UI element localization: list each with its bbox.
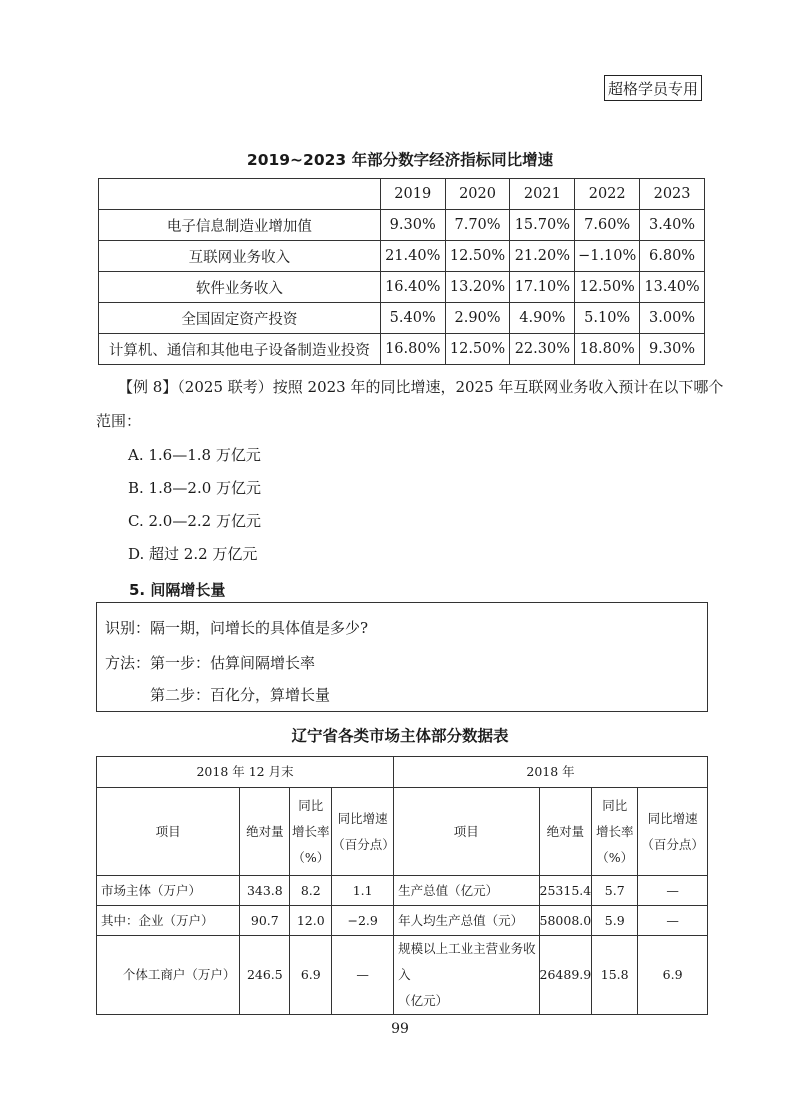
row-label: 计算机、通信和其他电子设备制造业投资 [99, 334, 381, 365]
cell-value: 58008.0 [539, 906, 592, 936]
table1-title: 2019~2023 年部分数字经济指标同比增速 [246, 151, 554, 169]
cell-value: 16.80% [380, 334, 445, 365]
col-growth-speed-line1: 同比增速 [647, 810, 698, 826]
row-item-line1: 规模以上工业主营业务收入 [398, 941, 536, 982]
cell-value: 17.10% [510, 272, 575, 303]
cell-value: 7.70% [445, 210, 510, 241]
col-growth-rate-line2: 增长率 [292, 823, 330, 839]
row-item: 生产总值（亿元） [394, 876, 539, 906]
row-item: 个体工商户（万户） [97, 936, 240, 1015]
group-header-row [97, 757, 708, 788]
table-row [99, 334, 705, 365]
year-header: 2019 [380, 179, 445, 210]
cell-value: 6.80% [640, 241, 705, 272]
option-c: C. 2.0—2.2 万亿元 [128, 512, 261, 530]
col-growth-speed-line2: （百分点） [332, 836, 395, 852]
liaoning-market-table [96, 756, 708, 1015]
cell-value: 90.7 [240, 906, 290, 936]
col-absolute: 绝对量 [240, 788, 290, 876]
col-growth-rate [592, 788, 638, 876]
col-item: 项目 [394, 788, 539, 876]
cell-value: 12.50% [445, 334, 510, 365]
section-heading: 5. 间隔增长量 [129, 581, 226, 599]
table-row [97, 906, 708, 936]
cell-value: 2.90% [445, 303, 510, 334]
method-box [96, 602, 708, 712]
row-item [394, 936, 539, 1015]
cell-value: 8.2 [290, 876, 332, 906]
row-label: 全国固定资产投资 [99, 303, 381, 334]
cell-value: 21.20% [510, 241, 575, 272]
cell-value: 5.7 [592, 876, 638, 906]
col-growth-speed-line1: 同比增速 [337, 810, 388, 826]
column-header-row [97, 788, 708, 876]
student-only-stamp: 超格学员专用 [604, 75, 702, 101]
cell-value: — [332, 936, 394, 1015]
table-header-row [99, 179, 705, 210]
digital-economy-table [98, 178, 705, 365]
cell-value: 12.0 [290, 906, 332, 936]
cell-value: 4.90% [510, 303, 575, 334]
header-empty-cell [99, 179, 381, 210]
row-label: 电子信息制造业增加值 [99, 210, 381, 241]
cell-value: — [638, 876, 708, 906]
row-label: 互联网业务收入 [99, 241, 381, 272]
group-header-left: 2018 年 12 月末 [97, 757, 394, 788]
year-header: 2023 [640, 179, 705, 210]
option-a: A. 1.6—1.8 万亿元 [128, 446, 261, 464]
col-growth-speed-line2: （百分点） [641, 836, 704, 852]
cell-value: 22.30% [510, 334, 575, 365]
cell-value: 13.20% [445, 272, 510, 303]
cell-value: 18.80% [575, 334, 640, 365]
cell-value: — [638, 906, 708, 936]
col-growth-rate-line1: 同比 [602, 797, 628, 813]
col-growth-rate-line1: 同比 [298, 797, 324, 813]
row-item: 年人均生产总值（元） [394, 906, 539, 936]
cell-value: 15.70% [510, 210, 575, 241]
cell-value: 6.9 [290, 936, 332, 1015]
col-growth-speed [638, 788, 708, 876]
option-d: D. 超过 2.2 万亿元 [128, 545, 258, 563]
table-row [99, 241, 705, 272]
cell-value: −1.10% [575, 241, 640, 272]
col-growth-rate-line3: （%） [596, 849, 634, 865]
col-growth-rate-line2: 增长率 [595, 823, 634, 839]
cell-value: 15.8 [592, 936, 638, 1015]
cell-value: 9.30% [640, 334, 705, 365]
cell-value: 6.9 [638, 936, 708, 1015]
col-growth-rate-line3: （%） [292, 849, 330, 865]
year-header: 2020 [445, 179, 510, 210]
cell-value: 12.50% [445, 241, 510, 272]
method-step-1: 方法：第一步：估算间隔增长率 [105, 654, 316, 672]
cell-value: 16.40% [380, 272, 445, 303]
col-growth-speed [332, 788, 394, 876]
col-item: 项目 [97, 788, 240, 876]
table-row [99, 303, 705, 334]
group-header-right: 2018 年 [394, 757, 708, 788]
question-stem: 【例 8】（2025 联考）按照 2023 年的同比增速，2025 年互联网业务收入预计在以下哪个 [118, 378, 724, 396]
row-label: 软件业务收入 [99, 272, 381, 303]
identify-text: 识别：隔一期，问增长的具体值是多少? [105, 619, 369, 637]
cell-value: 13.40% [640, 272, 705, 303]
year-header: 2022 [575, 179, 640, 210]
row-item: 市场主体（万户） [97, 876, 240, 906]
table-row [99, 272, 705, 303]
cell-value: 246.5 [240, 936, 290, 1015]
cell-value: 5.40% [380, 303, 445, 334]
method-step-2: 第二步：百化分，算增长量 [150, 686, 331, 704]
col-absolute: 绝对量 [539, 788, 592, 876]
cell-value: 5.9 [592, 906, 638, 936]
table-row [97, 936, 708, 1015]
row-item-line2: （亿元） [398, 993, 449, 1008]
cell-value: 5.10% [575, 303, 640, 334]
cell-value: 26489.9 [539, 936, 592, 1015]
row-item: 其中：企业（万户） [97, 906, 240, 936]
year-header: 2021 [510, 179, 575, 210]
table-row [97, 876, 708, 906]
cell-value: 25315.4 [539, 876, 592, 906]
table2-title: 辽宁省各类市场主体部分数据表 [291, 727, 509, 745]
cell-value: 12.50% [575, 272, 640, 303]
cell-value: −2.9 [332, 906, 394, 936]
cell-value: 7.60% [575, 210, 640, 241]
col-growth-rate [290, 788, 332, 876]
cell-value: 3.40% [640, 210, 705, 241]
option-b: B. 1.8—2.0 万亿元 [128, 479, 262, 497]
cell-value: 343.8 [240, 876, 290, 906]
page-number: 99 [391, 1021, 409, 1037]
table-row [99, 210, 705, 241]
cell-value: 21.40% [380, 241, 445, 272]
question-stem-continued: 范围： [96, 412, 142, 430]
cell-value: 3.00% [640, 303, 705, 334]
cell-value: 1.1 [332, 876, 394, 906]
cell-value: 9.30% [380, 210, 445, 241]
